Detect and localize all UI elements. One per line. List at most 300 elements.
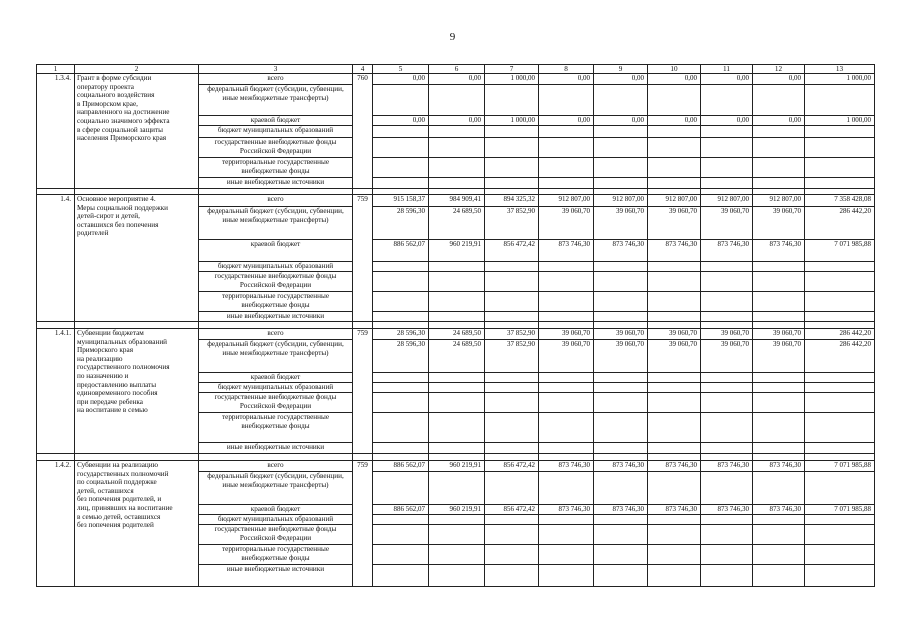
amount-cell bbox=[539, 443, 594, 454]
amount-cell: 39 060,70 bbox=[648, 207, 701, 240]
amount-cell bbox=[429, 85, 485, 116]
amount-cell: 39 060,70 bbox=[701, 329, 753, 340]
amount-cell bbox=[539, 126, 594, 138]
agency-code: 759 bbox=[353, 461, 373, 587]
amount-cell bbox=[753, 138, 805, 158]
amount-cell: 24 689,50 bbox=[429, 329, 485, 340]
amount-cell bbox=[701, 472, 753, 505]
amount-cell bbox=[805, 312, 875, 322]
amount-cell bbox=[485, 272, 539, 292]
amount-cell bbox=[805, 138, 875, 158]
amount-cell bbox=[594, 393, 648, 413]
amount-cell bbox=[805, 85, 875, 116]
spacer-cell bbox=[37, 322, 75, 329]
amount-cell bbox=[373, 138, 429, 158]
section-spacer bbox=[37, 454, 875, 461]
spacer-cell bbox=[75, 322, 199, 329]
amount-cell bbox=[648, 262, 701, 272]
amount-cell: 39 060,70 bbox=[648, 340, 701, 373]
spacer-cell bbox=[485, 322, 539, 329]
amount-cell bbox=[594, 178, 648, 189]
funding-source: федеральный бюджет (субсидии, субвенции, иные межбюджетные трансферты) bbox=[199, 85, 353, 116]
funding-source: бюджет муниципальных образований bbox=[199, 126, 353, 138]
amount-cell bbox=[753, 126, 805, 138]
amount-cell bbox=[701, 525, 753, 545]
funding-source: всего bbox=[199, 195, 353, 207]
table-row bbox=[37, 461, 875, 472]
amount-cell: 37 852,90 bbox=[485, 207, 539, 240]
amount-cell: 0,00 bbox=[373, 74, 429, 85]
amount-cell bbox=[485, 565, 539, 587]
amount-cell bbox=[429, 158, 485, 178]
amount-cell bbox=[485, 545, 539, 565]
amount-cell bbox=[373, 393, 429, 413]
amount-cell: 873 746,30 bbox=[648, 461, 701, 472]
column-number: 6 bbox=[429, 65, 485, 74]
amount-cell: 7 071 985,88 bbox=[805, 461, 875, 472]
amount-cell bbox=[429, 126, 485, 138]
amount-cell bbox=[539, 158, 594, 178]
funding-source: иные внебюджетные источники bbox=[199, 178, 353, 189]
funding-source: иные внебюджетные источники bbox=[199, 565, 353, 587]
amount-cell bbox=[805, 393, 875, 413]
section-spacer bbox=[37, 322, 875, 329]
amount-cell bbox=[805, 272, 875, 292]
amount-cell bbox=[753, 85, 805, 116]
amount-cell bbox=[701, 158, 753, 178]
amount-cell bbox=[701, 262, 753, 272]
funding-source: всего bbox=[199, 74, 353, 85]
amount-cell bbox=[701, 312, 753, 322]
amount-cell bbox=[485, 158, 539, 178]
amount-cell bbox=[753, 393, 805, 413]
amount-cell: 0,00 bbox=[539, 74, 594, 85]
amount-cell bbox=[753, 565, 805, 587]
spacer-cell bbox=[648, 454, 701, 461]
amount-cell: 39 060,70 bbox=[753, 329, 805, 340]
amount-cell bbox=[594, 525, 648, 545]
funding-source: территориальные государственные внебюджетные фонды bbox=[199, 413, 353, 443]
funding-source: краевой бюджет bbox=[199, 505, 353, 515]
amount-cell: 0,00 bbox=[594, 74, 648, 85]
amount-cell: 37 852,90 bbox=[485, 329, 539, 340]
table-row bbox=[37, 74, 875, 85]
amount-cell bbox=[594, 373, 648, 383]
amount-cell: 0,00 bbox=[594, 116, 648, 126]
amount-cell bbox=[429, 138, 485, 158]
amount-cell bbox=[373, 126, 429, 138]
amount-cell bbox=[648, 373, 701, 383]
amount-cell bbox=[373, 158, 429, 178]
amount-cell bbox=[539, 383, 594, 393]
amount-cell bbox=[701, 443, 753, 454]
funding-source: всего bbox=[199, 329, 353, 340]
column-number: 4 bbox=[353, 65, 373, 74]
budget-table bbox=[36, 64, 875, 587]
amount-cell bbox=[373, 413, 429, 443]
amount-cell bbox=[805, 515, 875, 525]
amount-cell bbox=[805, 525, 875, 545]
amount-cell bbox=[485, 515, 539, 525]
agency-code: 759 bbox=[353, 195, 373, 322]
amount-cell: 984 909,41 bbox=[429, 195, 485, 207]
amount-cell: 0,00 bbox=[753, 116, 805, 126]
table-row bbox=[37, 329, 875, 340]
amount-cell: 28 596,30 bbox=[373, 340, 429, 373]
amount-cell: 0,00 bbox=[429, 74, 485, 85]
amount-cell: 856 472,42 bbox=[485, 240, 539, 262]
amount-cell bbox=[648, 383, 701, 393]
amount-cell bbox=[648, 85, 701, 116]
amount-cell: 873 746,30 bbox=[594, 240, 648, 262]
amount-cell bbox=[429, 292, 485, 312]
amount-cell bbox=[485, 126, 539, 138]
amount-cell bbox=[805, 472, 875, 505]
amount-cell bbox=[701, 515, 753, 525]
agency-code: 760 bbox=[353, 74, 373, 189]
amount-cell: 873 746,30 bbox=[753, 240, 805, 262]
amount-cell bbox=[701, 373, 753, 383]
amount-cell bbox=[429, 472, 485, 505]
amount-cell: 0,00 bbox=[701, 74, 753, 85]
amount-cell bbox=[753, 272, 805, 292]
amount-cell bbox=[485, 138, 539, 158]
amount-cell bbox=[648, 545, 701, 565]
amount-cell: 39 060,70 bbox=[594, 329, 648, 340]
amount-cell: 286 442,20 bbox=[805, 329, 875, 340]
amount-cell bbox=[701, 383, 753, 393]
amount-cell bbox=[648, 525, 701, 545]
amount-cell: 873 746,30 bbox=[594, 461, 648, 472]
amount-cell bbox=[805, 383, 875, 393]
amount-cell bbox=[594, 383, 648, 393]
amount-cell bbox=[805, 292, 875, 312]
column-number-row bbox=[37, 65, 875, 74]
amount-cell bbox=[429, 272, 485, 292]
amount-cell: 0,00 bbox=[648, 74, 701, 85]
amount-cell bbox=[594, 262, 648, 272]
funding-source: бюджет муниципальных образований bbox=[199, 262, 353, 272]
amount-cell bbox=[594, 312, 648, 322]
amount-cell: 912 807,00 bbox=[539, 195, 594, 207]
amount-cell bbox=[539, 312, 594, 322]
amount-cell bbox=[373, 312, 429, 322]
amount-cell bbox=[753, 545, 805, 565]
section-name: Грант в форме субсидии оператору проекта социального воздействия в Приморском крае, направленного на достижение социально значимого эффекта в сфере социальной защиты населения Приморского края bbox=[75, 74, 199, 189]
funding-source: федеральный бюджет (субсидии, субвенции, иные межбюджетные трансферты) bbox=[199, 472, 353, 505]
amount-cell bbox=[805, 178, 875, 189]
amount-cell bbox=[701, 138, 753, 158]
amount-cell bbox=[539, 413, 594, 443]
amount-cell: 886 562,07 bbox=[373, 505, 429, 515]
amount-cell bbox=[539, 373, 594, 383]
amount-cell: 7 071 985,88 bbox=[805, 505, 875, 515]
amount-cell: 886 562,07 bbox=[373, 461, 429, 472]
amount-cell bbox=[648, 312, 701, 322]
funding-source: бюджет муниципальных образований bbox=[199, 383, 353, 393]
funding-source: государственные внебюджетные фонды Российской Федерации bbox=[199, 138, 353, 158]
amount-cell: 1 000,00 bbox=[485, 74, 539, 85]
amount-cell bbox=[539, 525, 594, 545]
amount-cell: 39 060,70 bbox=[753, 207, 805, 240]
amount-cell bbox=[373, 292, 429, 312]
amount-cell: 28 596,30 bbox=[373, 207, 429, 240]
amount-cell bbox=[373, 178, 429, 189]
column-number: 12 bbox=[753, 65, 805, 74]
amount-cell bbox=[373, 272, 429, 292]
amount-cell bbox=[373, 545, 429, 565]
amount-cell bbox=[485, 373, 539, 383]
column-number: 11 bbox=[701, 65, 753, 74]
column-number: 13 bbox=[805, 65, 875, 74]
amount-cell bbox=[648, 413, 701, 443]
amount-cell bbox=[648, 178, 701, 189]
amount-cell: 873 746,30 bbox=[701, 505, 753, 515]
amount-cell bbox=[648, 393, 701, 413]
amount-cell bbox=[594, 545, 648, 565]
amount-cell bbox=[753, 178, 805, 189]
amount-cell bbox=[753, 472, 805, 505]
funding-source: бюджет муниципальных образований bbox=[199, 515, 353, 525]
amount-cell: 0,00 bbox=[701, 116, 753, 126]
column-number: 10 bbox=[648, 65, 701, 74]
amount-cell bbox=[429, 393, 485, 413]
amount-cell bbox=[701, 178, 753, 189]
amount-cell: 7 071 985,88 bbox=[805, 240, 875, 262]
amount-cell bbox=[594, 565, 648, 587]
amount-cell: 873 746,30 bbox=[539, 461, 594, 472]
spacer-cell bbox=[805, 322, 875, 329]
amount-cell bbox=[753, 383, 805, 393]
amount-cell bbox=[373, 472, 429, 505]
amount-cell: 28 596,30 bbox=[373, 329, 429, 340]
amount-cell bbox=[429, 178, 485, 189]
table-row bbox=[37, 195, 875, 207]
spacer-cell bbox=[594, 454, 648, 461]
funding-source: иные внебюджетные источники bbox=[199, 312, 353, 322]
section-name: Основное мероприятие 4. Меры социальной поддержки детей-сирот и детей, оставшихся без попечения родителей bbox=[75, 195, 199, 322]
spacer-cell bbox=[701, 322, 753, 329]
amount-cell bbox=[429, 525, 485, 545]
amount-cell bbox=[429, 312, 485, 322]
spacer-cell bbox=[199, 322, 353, 329]
spacer-cell bbox=[594, 322, 648, 329]
spacer-cell bbox=[648, 322, 701, 329]
spacer-cell bbox=[753, 454, 805, 461]
amount-cell: 39 060,70 bbox=[701, 207, 753, 240]
spacer-cell bbox=[539, 322, 594, 329]
amount-cell: 39 060,70 bbox=[539, 329, 594, 340]
amount-cell bbox=[373, 515, 429, 525]
amount-cell bbox=[753, 158, 805, 178]
amount-cell bbox=[539, 138, 594, 158]
amount-cell bbox=[485, 383, 539, 393]
amount-cell bbox=[485, 312, 539, 322]
amount-cell bbox=[594, 272, 648, 292]
column-number: 1 bbox=[37, 65, 75, 74]
amount-cell bbox=[594, 292, 648, 312]
spacer-cell bbox=[805, 454, 875, 461]
amount-cell bbox=[539, 472, 594, 505]
amount-cell bbox=[594, 413, 648, 443]
amount-cell: 7 358 428,08 bbox=[805, 195, 875, 207]
amount-cell: 39 060,70 bbox=[594, 207, 648, 240]
amount-cell bbox=[373, 443, 429, 454]
amount-cell: 894 325,32 bbox=[485, 195, 539, 207]
column-number: 3 bbox=[199, 65, 353, 74]
funding-source: территориальные государственные внебюджетные фонды bbox=[199, 545, 353, 565]
amount-cell: 0,00 bbox=[648, 116, 701, 126]
amount-cell: 873 746,30 bbox=[753, 505, 805, 515]
amount-cell: 39 060,70 bbox=[594, 340, 648, 373]
amount-cell: 1 000,00 bbox=[805, 74, 875, 85]
amount-cell: 960 219,91 bbox=[429, 461, 485, 472]
amount-cell bbox=[648, 158, 701, 178]
section-name: Субвенции бюджетам муниципальных образований Приморского края на реализацию государственного полномочия по назначению и предоставлению выплаты единовременного пособия при передаче ребенка на воспитание в семью bbox=[75, 329, 199, 454]
amount-cell bbox=[594, 515, 648, 525]
amount-cell bbox=[539, 262, 594, 272]
amount-cell bbox=[701, 565, 753, 587]
amount-cell bbox=[429, 383, 485, 393]
amount-cell bbox=[594, 85, 648, 116]
amount-cell bbox=[805, 443, 875, 454]
amount-cell bbox=[648, 126, 701, 138]
amount-cell bbox=[429, 515, 485, 525]
amount-cell: 0,00 bbox=[539, 116, 594, 126]
amount-cell: 912 807,00 bbox=[594, 195, 648, 207]
amount-cell bbox=[701, 272, 753, 292]
amount-cell bbox=[373, 262, 429, 272]
page-number: 9 bbox=[449, 31, 456, 43]
funding-source: территориальные государственные внебюджетные фонды bbox=[199, 158, 353, 178]
amount-cell bbox=[485, 85, 539, 116]
spacer-cell bbox=[373, 454, 429, 461]
amount-cell: 286 442,20 bbox=[805, 340, 875, 373]
amount-cell bbox=[648, 292, 701, 312]
amount-cell bbox=[539, 292, 594, 312]
spacer-cell bbox=[75, 454, 199, 461]
spacer-cell bbox=[373, 322, 429, 329]
section-name: Субвенции на реализацию государственных полномочий по социальной поддержке детей, оставшихся без попечения родителей, и лиц, принявших на воспитание в семью детей, оставшихся без попечения родителей bbox=[75, 461, 199, 587]
amount-cell bbox=[539, 515, 594, 525]
amount-cell bbox=[539, 178, 594, 189]
amount-cell bbox=[648, 443, 701, 454]
section-number: 1.3.4. bbox=[37, 74, 75, 189]
amount-cell: 960 219,91 bbox=[429, 240, 485, 262]
amount-cell bbox=[539, 393, 594, 413]
amount-cell: 39 060,70 bbox=[539, 207, 594, 240]
amount-cell bbox=[594, 443, 648, 454]
amount-cell: 912 807,00 bbox=[753, 195, 805, 207]
amount-cell bbox=[373, 85, 429, 116]
funding-source: всего bbox=[199, 461, 353, 472]
column-number: 9 bbox=[594, 65, 648, 74]
amount-cell bbox=[429, 565, 485, 587]
amount-cell bbox=[648, 272, 701, 292]
amount-cell bbox=[594, 126, 648, 138]
amount-cell bbox=[539, 565, 594, 587]
amount-cell bbox=[429, 413, 485, 443]
spacer-cell bbox=[353, 454, 373, 461]
section-number: 1.4.1. bbox=[37, 329, 75, 454]
amount-cell bbox=[648, 472, 701, 505]
amount-cell bbox=[805, 413, 875, 443]
amount-cell bbox=[805, 565, 875, 587]
funding-source: краевой бюджет bbox=[199, 240, 353, 262]
amount-cell: 873 746,30 bbox=[648, 240, 701, 262]
amount-cell bbox=[753, 413, 805, 443]
amount-cell: 873 746,30 bbox=[701, 240, 753, 262]
amount-cell bbox=[805, 158, 875, 178]
amount-cell: 886 562,07 bbox=[373, 240, 429, 262]
section-number: 1.4. bbox=[37, 195, 75, 322]
amount-cell bbox=[753, 443, 805, 454]
amount-cell bbox=[753, 262, 805, 272]
amount-cell bbox=[648, 515, 701, 525]
amount-cell: 0,00 bbox=[429, 116, 485, 126]
amount-cell: 873 746,30 bbox=[648, 505, 701, 515]
amount-cell: 0,00 bbox=[373, 116, 429, 126]
amount-cell: 1 000,00 bbox=[805, 116, 875, 126]
section-number: 1.4.2. bbox=[37, 461, 75, 587]
funding-source: федеральный бюджет (субсидии, субвенции, иные межбюджетные трансферты) bbox=[199, 207, 353, 240]
spacer-cell bbox=[199, 454, 353, 461]
amount-cell bbox=[753, 525, 805, 545]
amount-cell bbox=[753, 292, 805, 312]
amount-cell bbox=[485, 472, 539, 505]
amount-cell bbox=[373, 373, 429, 383]
amount-cell bbox=[485, 393, 539, 413]
funding-source: федеральный бюджет (субсидии, субвенции, иные межбюджетные трансферты) bbox=[199, 340, 353, 373]
amount-cell bbox=[429, 545, 485, 565]
amount-cell bbox=[701, 393, 753, 413]
amount-cell bbox=[485, 413, 539, 443]
amount-cell bbox=[594, 138, 648, 158]
amount-cell bbox=[485, 178, 539, 189]
amount-cell bbox=[485, 262, 539, 272]
amount-cell bbox=[594, 158, 648, 178]
amount-cell bbox=[648, 138, 701, 158]
amount-cell bbox=[429, 262, 485, 272]
amount-cell: 873 746,30 bbox=[753, 461, 805, 472]
spacer-cell bbox=[539, 454, 594, 461]
amount-cell: 39 060,70 bbox=[648, 329, 701, 340]
amount-cell: 24 689,50 bbox=[429, 340, 485, 373]
amount-cell: 1 000,00 bbox=[485, 116, 539, 126]
amount-cell bbox=[701, 413, 753, 443]
amount-cell bbox=[753, 373, 805, 383]
amount-cell: 912 807,00 bbox=[648, 195, 701, 207]
amount-cell: 37 852,90 bbox=[485, 340, 539, 373]
spacer-cell bbox=[701, 454, 753, 461]
amount-cell bbox=[701, 85, 753, 116]
spacer-cell bbox=[753, 322, 805, 329]
amount-cell bbox=[485, 292, 539, 312]
amount-cell bbox=[753, 312, 805, 322]
column-number: 5 bbox=[373, 65, 429, 74]
amount-cell: 960 219,91 bbox=[429, 505, 485, 515]
amount-cell: 912 807,00 bbox=[701, 195, 753, 207]
amount-cell bbox=[701, 545, 753, 565]
spacer-cell bbox=[429, 454, 485, 461]
amount-cell bbox=[539, 545, 594, 565]
amount-cell: 286 442,20 bbox=[805, 207, 875, 240]
amount-cell bbox=[429, 443, 485, 454]
amount-cell: 856 472,42 bbox=[485, 461, 539, 472]
funding-source: государственные внебюджетные фонды Российской Федерации bbox=[199, 525, 353, 545]
amount-cell bbox=[805, 373, 875, 383]
column-number: 8 bbox=[539, 65, 594, 74]
